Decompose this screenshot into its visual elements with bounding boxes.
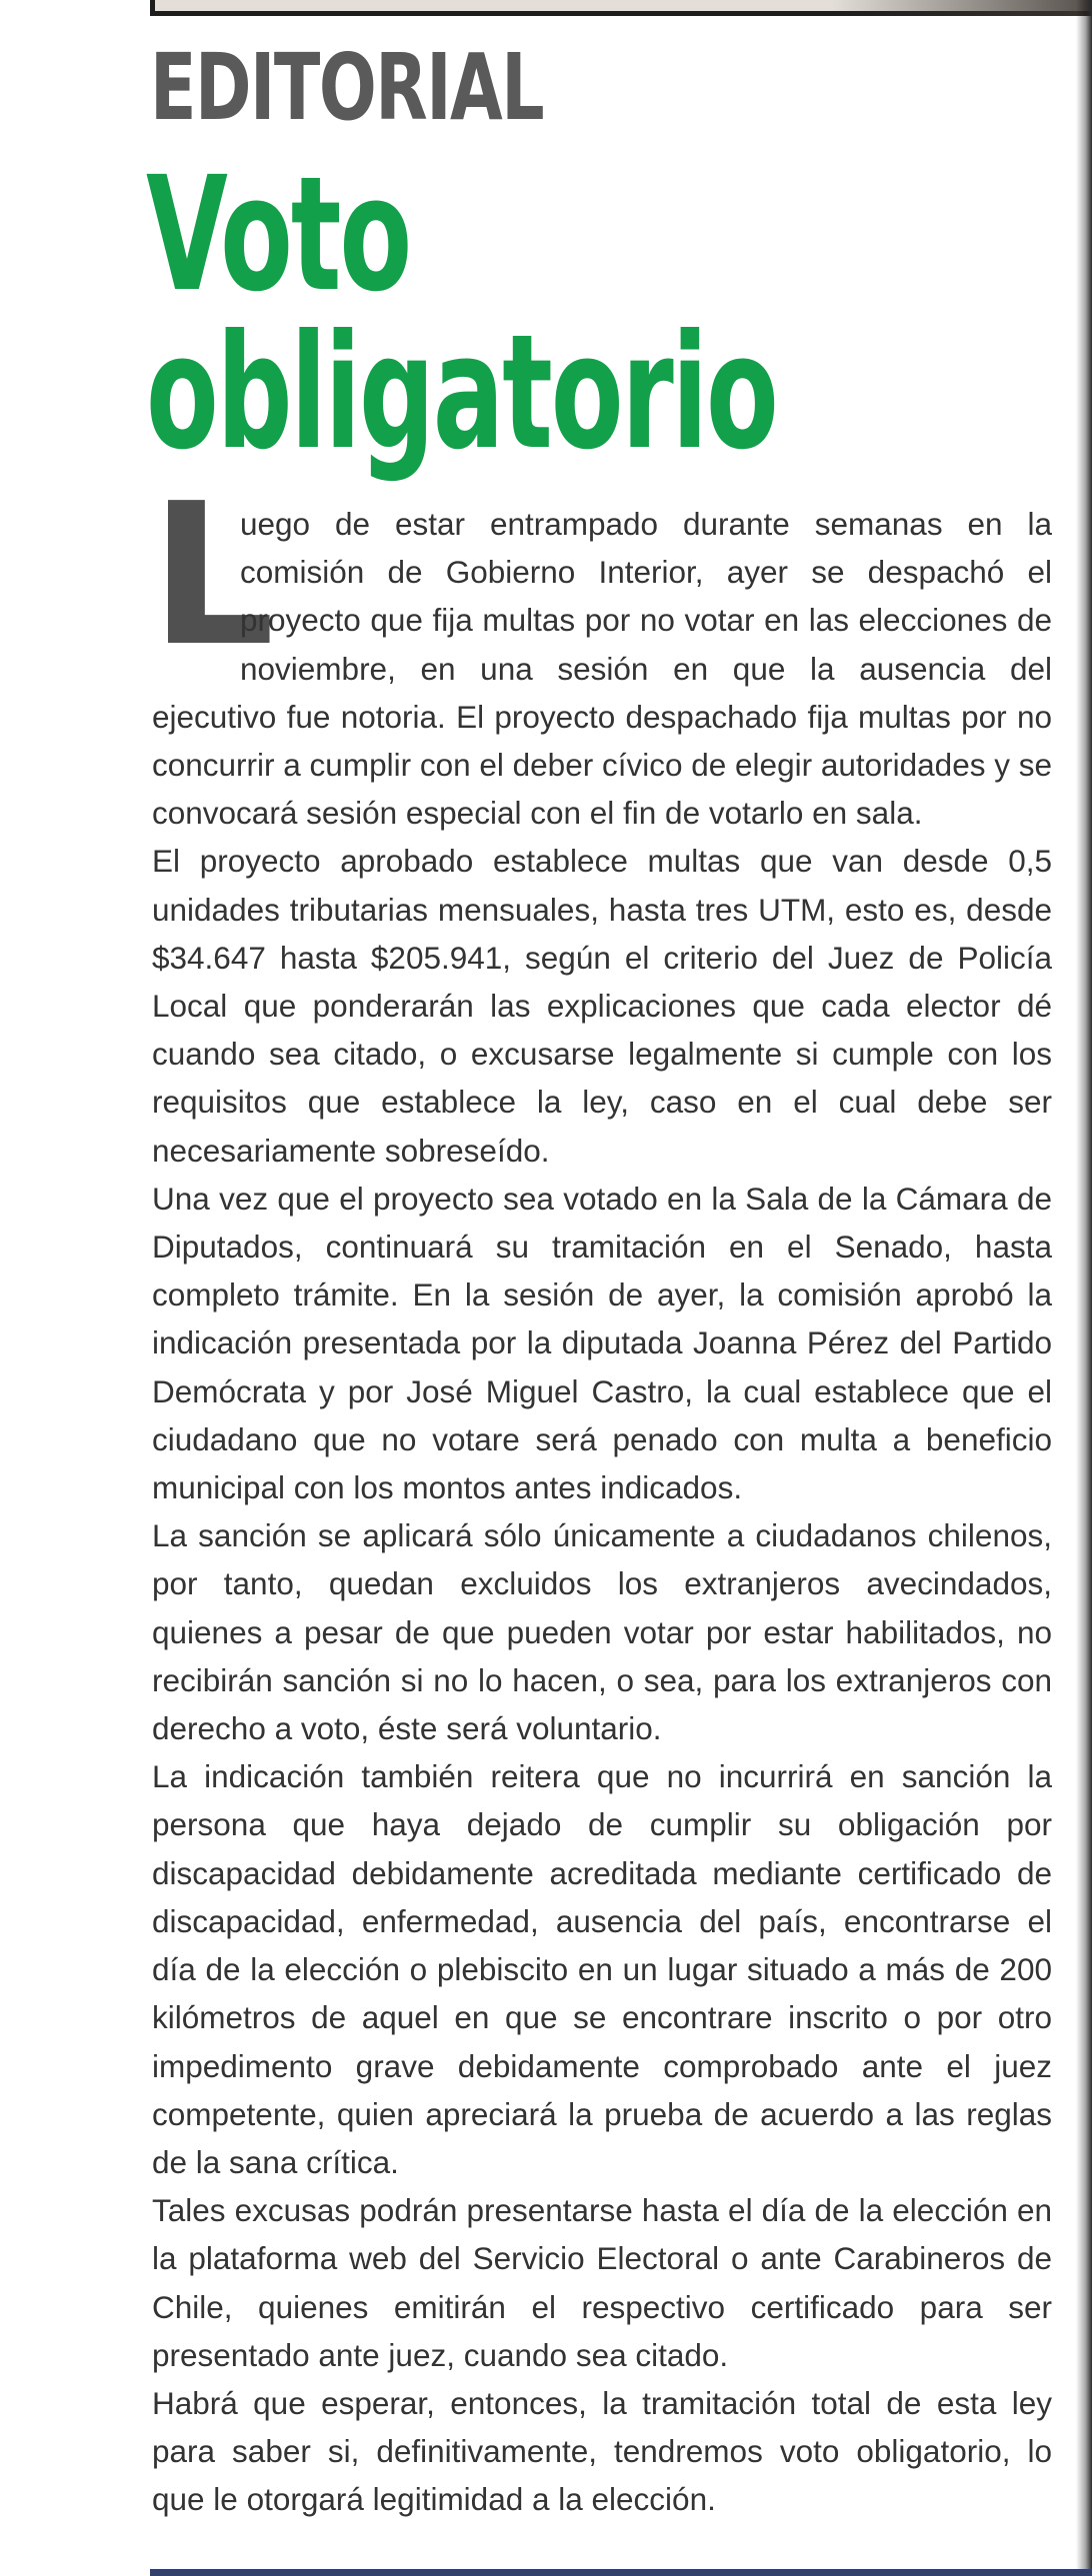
section-label: EDITORIAL — [150, 34, 544, 141]
paragraph-5: La indicación también reitera que no incurrirá en sanción la persona que haya dejado de cumplir su obligación por discapacidad debidamente acreditada mediante certificado de discapacidad, enfermedad, ausencia del país, encontrarse el día de la elección o plebiscito en un lugar situado a más de 200 kilómetros de aquel en que se encontrare inscrito o por otro impedimento grave debidamente comprobado ante el juez competente, quien apreciará la prueba de acuerdo a las reglas de la sana crítica. — [152, 1758, 1052, 2180]
paragraph-7: Habrá que esperar, entonces, la tramitación total de esta ley para saber si, definitivamente, tendremos voto obligatorio, lo que le otorgará legitimidad a la elección. — [152, 2384, 1052, 2518]
drop-cap: L — [150, 462, 275, 690]
bottom-rule — [150, 2569, 1092, 2576]
photo-shadow — [832, 0, 1092, 16]
headline-line-2: obligatorio — [146, 301, 777, 485]
paragraph-2: El proyecto aprobado establece multas que van desde 0,5 unidades tributarias mensuales, hasta tres UTM, esto es, desde $34.647 hasta $205.941, según el criterio del Juez de Policía Local que ponderarán las explicaciones que cada elector dé cuando sea citado, o excusarse legalmente si cumple con los requisitos que establece la ley, caso en el cual debe ser necesariamente sobreseído. — [152, 843, 1052, 1169]
paragraph-1 — [150, 462, 1052, 837]
headline-line-1: Voto — [146, 143, 411, 327]
paragraph-3: Una vez que el proyecto sea votado en la Sala de la Cámara de Diputados, continuará su tramitación en el Senado, hasta completo trámite. En la sesión de ayer, la comisión aprobó la indicación presentada por la diputada Joanna Pérez del Partido Demócrata y por José Miguel Castro, la cual establece que el ciudadano que no votare será penado con multa a beneficio municipal con los montos antes indicados. — [152, 1180, 1052, 1506]
paragraph-6: Tales excusas podrán presentarse hasta el día de la elección en la plataforma web del Servicio Electoral o ante Carabineros de Chile, quienes emitirán el respectivo certificado para ser presentado ante juez, cuando sea citado. — [152, 2192, 1052, 2373]
paragraph-4: La sanción se aplicará sólo únicamente a ciudadanos chilenos, por tanto, quedan excluidos los extranjeros avecindados, quienes a pesar de que pueden votar por estar habilitados, no recibirán sanción si no lo hacen, o sea, para los extranjeros con derecho a voto, éste será voluntario. — [152, 1517, 1052, 1747]
headline — [146, 143, 777, 485]
paragraph-1-text: uego de estar entrampado durante semanas en la comisión de Gobierno Interior, ayer se despachó el proyecto que fija multas por no votar en las elecciones de noviembre, en una sesión en que la ausencia del ejecutivo fue notoria. El proyecto despachado fija multas por no concurrir a cumplir con el deber cívico de elegir autoridades y se convocará sesión especial con el fin de votarlo en sala. — [152, 506, 1052, 832]
photo-frame-edge — [150, 0, 1092, 16]
page-edge-shadow — [1076, 0, 1092, 2576]
article-body — [150, 462, 1052, 2524]
